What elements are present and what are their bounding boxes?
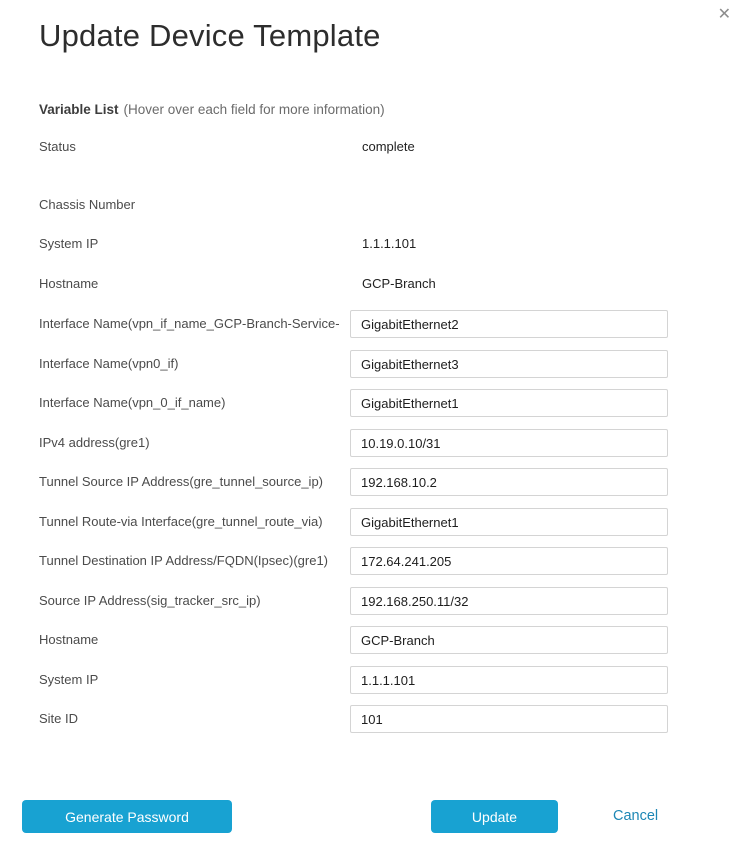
form-row-tunnel-source-ip — [39, 468, 668, 496]
field-value: GCP-Branch — [362, 276, 436, 291]
field-label: Source IP Address(sig_tracker_src_ip) — [39, 593, 261, 608]
form-row-ipv4-address-gre1 — [39, 429, 668, 457]
dialog-title: Update Device Template — [39, 18, 381, 53]
update-button[interactable]: Update — [431, 800, 558, 833]
form-row-interface-name-vpn-0-if-name — [39, 389, 668, 417]
interface-name-service-input[interactable] — [350, 310, 668, 338]
field-label: Interface Name(vpn_if_name_GCP-Branch-Service- — [39, 316, 340, 331]
variable-list-heading — [39, 102, 385, 117]
field-label: Status — [39, 139, 76, 154]
static-row-chassis-number — [39, 195, 668, 215]
field-label: Tunnel Source IP Address(gre_tunnel_source_ip) — [39, 474, 324, 489]
variable-list-hint: (Hover over each field for more information) — [123, 102, 385, 117]
form-row-interface-name-vpn0-if — [39, 350, 668, 378]
field-label: IPv4 address(gre1) — [39, 435, 150, 450]
sig-tracker-src-ip-input[interactable] — [350, 587, 668, 615]
cancel-link[interactable]: Cancel — [613, 808, 659, 824]
field-label: Hostname — [39, 632, 99, 647]
variable-list-title: Variable List — [39, 102, 119, 117]
field-value: complete — [362, 139, 415, 154]
field-label: Site ID — [39, 711, 79, 726]
field-label: Hostname — [39, 276, 99, 291]
hostname-input[interactable] — [350, 626, 668, 654]
form-row-system-ip — [39, 666, 668, 694]
form-row-hostname — [39, 626, 668, 654]
ipv4-address-gre1-input[interactable] — [350, 429, 668, 457]
interface-name-vpn0-if-input[interactable] — [350, 350, 668, 378]
field-label: System IP — [39, 236, 99, 251]
static-row-status — [39, 137, 668, 157]
tunnel-route-via-input[interactable] — [350, 508, 668, 536]
interface-name-vpn-0-if-name-input[interactable] — [350, 389, 668, 417]
form-row-interface-name-service — [39, 310, 668, 338]
system-ip-input[interactable] — [350, 666, 668, 694]
static-row-system-ip — [39, 234, 668, 254]
generate-password-button[interactable]: Generate Password — [22, 800, 232, 833]
tunnel-source-ip-input[interactable] — [350, 468, 668, 496]
form-row-tunnel-route-via — [39, 508, 668, 536]
field-label: Tunnel Destination IP Address/FQDN(Ipsec)(gre1) — [39, 553, 329, 568]
field-label: Interface Name(vpn0_if) — [39, 356, 179, 371]
field-value: 1.1.1.101 — [362, 236, 417, 251]
form-row-sig-tracker-src-ip — [39, 587, 668, 615]
tunnel-destination-ip-input[interactable] — [350, 547, 668, 575]
form-row-tunnel-destination-ip — [39, 547, 668, 575]
field-label: Interface Name(vpn_0_if_name) — [39, 395, 226, 410]
site-id-input[interactable] — [350, 705, 668, 733]
field-label: Chassis Number — [39, 197, 136, 212]
form-row-site-id — [39, 705, 668, 733]
field-label: System IP — [39, 672, 99, 687]
close-icon[interactable]: ✕ — [717, 6, 731, 23]
static-row-hostname — [39, 274, 668, 294]
field-label: Tunnel Route-via Interface(gre_tunnel_route_via) — [39, 514, 323, 529]
